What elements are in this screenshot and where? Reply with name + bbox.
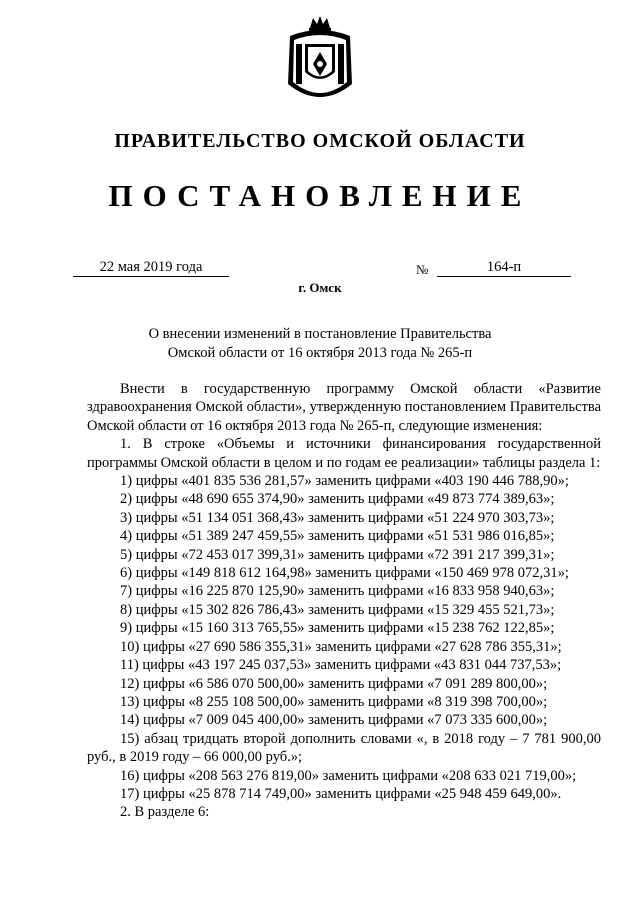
section-1-paragraph: 1. В строке «Объемы и источники финансирования государственной программы Омской области в целом и по годам ее реализации» таблицы раздела 1: (87, 436, 601, 471)
list-item: 9) цифры «15 160 313 765,55» заменить цифрами «15 238 762 122,85»; (120, 620, 555, 637)
list-item: 2) цифры «48 690 655 374,90» заменить цифрами «49 873 774 389,63»; (120, 491, 555, 508)
list-item: 10) цифры «27 690 586 355,31» заменить цифрами «27 628 786 355,31»; (120, 638, 562, 655)
list-item: 1) цифры «401 835 536 281,57» заменить цифрами «403 190 446 788,90»; (120, 473, 569, 490)
list-item: 12) цифры «6 586 070 500,00» заменить цифрами «7 091 289 800,00»; (120, 675, 548, 692)
list-item: 7) цифры «16 225 870 125,90» заменить цифрами «16 833 958 940,63»; (120, 583, 555, 600)
document-subject (0, 325, 640, 363)
subject-line: Омской области от 16 октября 2013 года № 265-п (167, 345, 473, 361)
list-item: 14) цифры «7 009 045 400,00» заменить цифрами «7 073 335 600,00»; (120, 712, 548, 729)
document-body (87, 380, 601, 822)
document-number: 164-п (437, 259, 571, 277)
number-sign: № (416, 262, 429, 277)
list-item: 5) цифры «72 453 017 399,31» заменить цифрами «72 391 217 399,31»; (120, 546, 555, 563)
list-item: 8) цифры «15 302 826 786,43» заменить цифрами «15 329 455 521,73»; (120, 601, 555, 618)
list-item: 16) цифры «208 563 276 819,00» заменить цифрами «208 633 021 719,00»; (120, 767, 577, 784)
subject-line: О внесении изменений в постановление Правительства (148, 326, 492, 342)
coat-of-arms-icon (282, 14, 358, 108)
document-date: 22 мая 2019 года (73, 259, 229, 277)
list-item: 17) цифры «25 878 714 749,00» заменить цифрами «25 948 459 649,00». (120, 785, 562, 802)
document-type-heading: ПОСТАНОВЛЕНИЕ (108, 178, 532, 213)
list-item: 13) цифры «8 255 108 500,00» заменить цифрами «8 319 398 700,00»; (120, 693, 548, 710)
list-item: 4) цифры «51 389 247 459,55» заменить цифрами «51 531 986 016,85»; (120, 528, 555, 545)
city: г. Омск (298, 280, 342, 295)
organization-title: ПРАВИТЕЛЬСТВО ОМСКОЙ ОБЛАСТИ (114, 130, 526, 152)
list-item: 11) цифры «43 197 245 037,53» заменить цифрами «43 831 044 737,53»; (120, 657, 562, 674)
list-item: 3) цифры «51 134 051 368,43» заменить цифрами «51 224 970 303,73»; (120, 509, 555, 526)
list-item: 6) цифры «149 818 612 164,98» заменить цифрами «150 469 978 072,31»; (120, 565, 569, 582)
intro-paragraph: Внести в государственную программу Омской области «Развитие здравоохранения Омской области», утвержденную постановлением Правительства Омской области от 16 октября 2013 года № 265-п, следующие изменения: (87, 381, 601, 434)
section-2-heading: 2. В разделе 6: (120, 804, 210, 821)
list-item: 15) абзац тридцать второй дополнить словами «, в 2018 году – 7 781 900,00 руб., в 2019 году – 66 000,00 руб.»; (87, 730, 601, 766)
